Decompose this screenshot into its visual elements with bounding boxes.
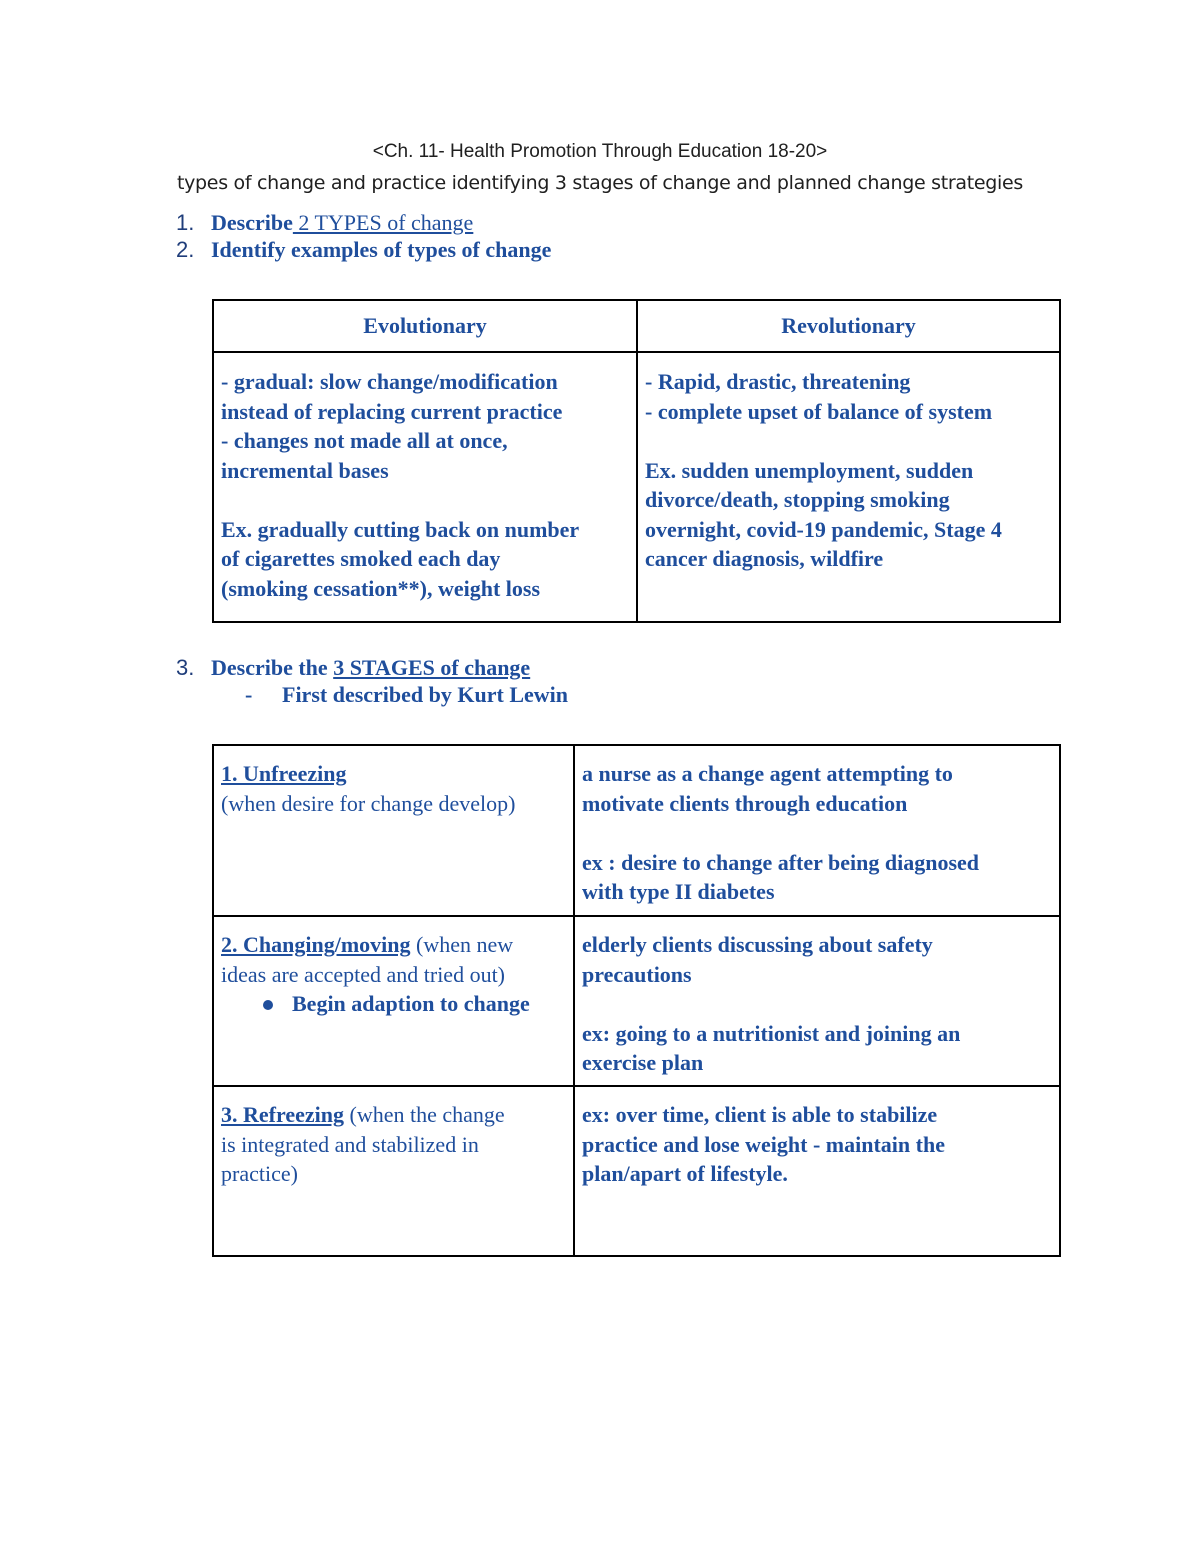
question-1-link[interactable] xyxy=(293,210,473,235)
stage-1-example: a nurse as a change agent attempting to motivate clients through education ex : desire to change after being diagnosed with type II diabetes xyxy=(582,761,979,904)
question-3-subpoint xyxy=(245,682,568,708)
types-table-row xyxy=(213,352,1060,622)
question-3-link-text: 3 STAGES of change xyxy=(333,655,531,680)
evolutionary-header: Evolutionary xyxy=(213,300,637,352)
types-of-change-table xyxy=(212,299,1061,623)
stage-1-title: 1. Unfreezing xyxy=(221,761,347,786)
question-3-number: 3. xyxy=(176,655,195,680)
stage-2-bullet-text: Begin adaption to change xyxy=(292,991,530,1016)
revolutionary-cell xyxy=(637,352,1060,622)
stage-row-1 xyxy=(213,745,1060,916)
page-subtitle: types of change and practice identifying 3 stages of change and planned change strategies xyxy=(176,172,1024,194)
question-3-prefix: Describe the xyxy=(211,655,334,680)
stage-3-title: 3. Refreezing xyxy=(221,1102,344,1127)
question-1-link-text: 2 TYPES of change xyxy=(292,210,474,235)
stage-2-desc: (when new ideas are accepted and tried out) xyxy=(221,932,514,987)
stage-2-example-cell xyxy=(574,916,1060,1086)
stage-3-cell xyxy=(213,1086,574,1256)
stage-3-example: ex: over time, client is able to stabilize practice and lose weight - maintain the plan/apart of lifestyle. xyxy=(582,1102,945,1186)
question-2 xyxy=(176,237,551,263)
stage-3-desc: (when the change is integrated and stabilized in practice) xyxy=(221,1102,505,1186)
question-3 xyxy=(176,655,530,681)
bullet-dot-icon xyxy=(263,1000,273,1010)
revolutionary-header: Revolutionary xyxy=(637,300,1060,352)
stage-row-3 xyxy=(213,1086,1060,1256)
stage-1-example-cell xyxy=(574,745,1060,916)
types-table-header-row xyxy=(213,300,1060,352)
subpoint-dash: - xyxy=(245,682,253,707)
stage-2-bullet xyxy=(221,989,566,1019)
stage-1-desc: (when desire for change develop) xyxy=(221,790,516,816)
question-1-number: 1. xyxy=(176,210,195,235)
stage-row-2 xyxy=(213,916,1060,1086)
evolutionary-cell xyxy=(213,352,637,622)
stage-3-example-cell xyxy=(574,1086,1060,1256)
question-2-text: Identify examples of types of change xyxy=(211,237,552,262)
evolutionary-text: - gradual: slow change/modification instead of replacing current practice - changes not made all at once, incremental bases Ex. gradually cutting back on number of cigarettes smoked each day (smoking cessation**), weight loss xyxy=(221,369,580,601)
question-3-link[interactable] xyxy=(333,655,530,680)
stage-2-title: 2. Changing/moving xyxy=(221,932,411,957)
question-1-prefix: Describe xyxy=(211,210,293,235)
subpoint-text: First described by Kurt Lewin xyxy=(282,682,568,707)
question-2-number: 2. xyxy=(176,237,195,262)
page-title: <Ch. 11- Health Promotion Through Education 18-20> xyxy=(372,141,828,162)
revolutionary-text: - Rapid, drastic, threatening - complete upset of balance of system Ex. sudden unemployment, sudden divorce/death, stopping smoking overnight, covid-19 pandemic, Stage 4 cancer diagnosis, wildfire xyxy=(645,369,1002,571)
stages-of-change-table xyxy=(212,744,1061,1257)
question-1 xyxy=(176,210,473,236)
stage-2-example: elderly clients discussing about safety precautions ex: going to a nutritionist and joining an exercise plan xyxy=(582,932,961,1075)
stage-2-cell xyxy=(213,916,574,1086)
stage-1-cell xyxy=(213,745,574,916)
